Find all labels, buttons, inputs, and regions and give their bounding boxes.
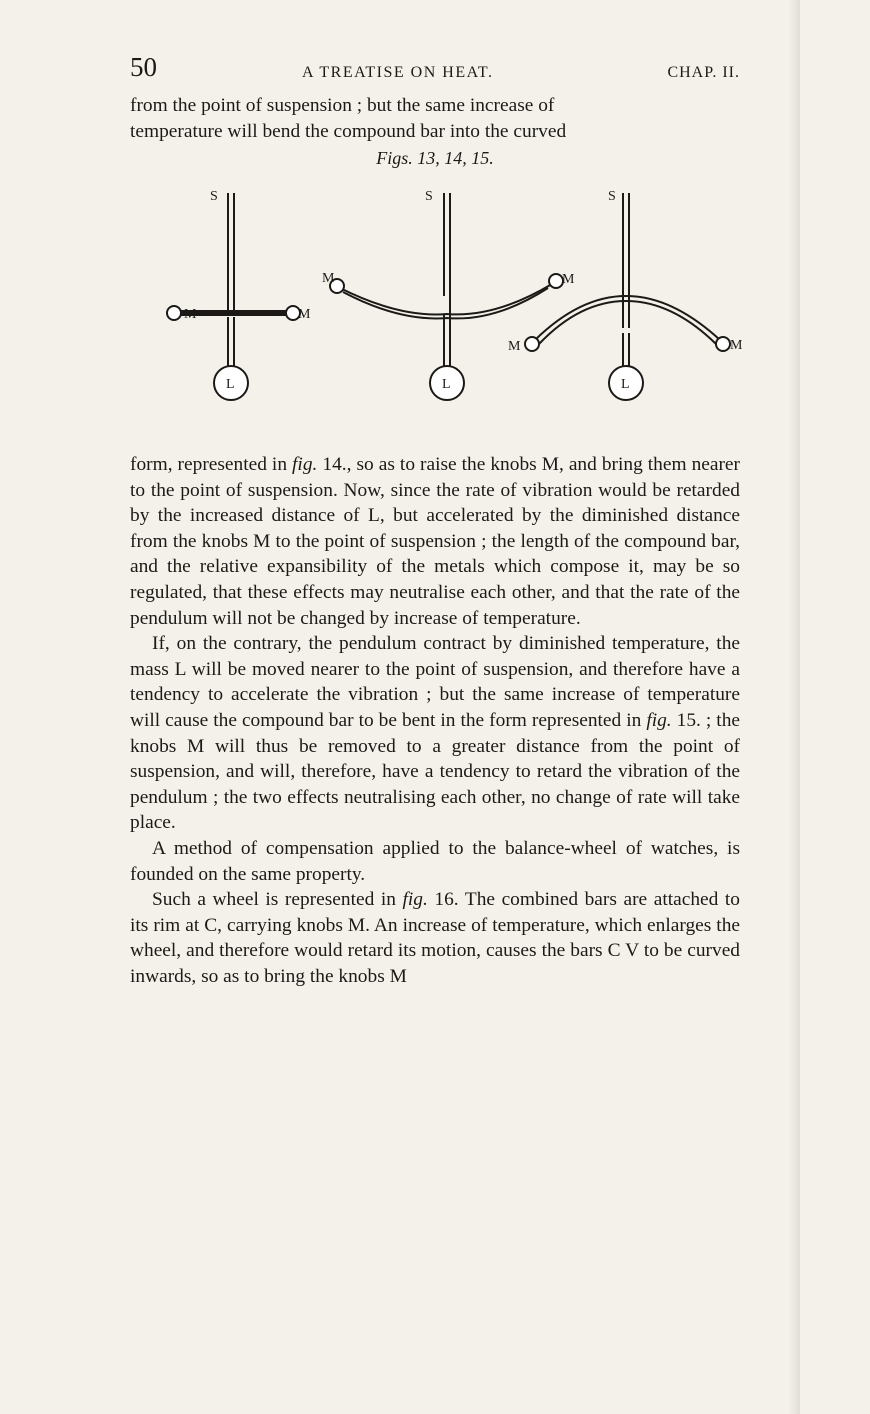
label-m-13a: M xyxy=(184,307,197,322)
paragraph-1 xyxy=(130,452,740,631)
page-number: 50 xyxy=(130,52,157,82)
p4-text-a: Such a wheel is represented in xyxy=(152,889,403,911)
label-m-15a: M xyxy=(508,339,521,354)
figure-15 xyxy=(525,193,730,400)
label-l-15: L xyxy=(621,377,630,392)
p1-text-b: 14., so as to raise the knobs M, and bring them nearer to the point of suspension. Now, since the rate of vibration would be retarded by the increased distance of L, but accelerated by the diminished distance from the knobs M to the point of suspension ; the length of the compound bar, and the relative expansibility of the metals which compose it, may be so regulated, that these effects may neutralise each other, and that the rate of the pendulum will not be changed by increase of temperature. xyxy=(130,454,740,629)
intro-text xyxy=(130,93,740,144)
label-l-14: L xyxy=(442,377,451,392)
knob-left-13 xyxy=(167,306,181,320)
p2-text-b: 15. ; the knobs M will thus be removed to a greater distance from the point of suspension, and will, therefore, have a tendency to retard the vibration of the pendulum ; the two effects neutralising each other, no change of rate will take place. xyxy=(130,709,740,834)
paragraph-4 xyxy=(130,887,740,989)
p2-fig-ref: fig. xyxy=(646,709,672,731)
intro-line-1: from the point of suspension ; but the same increase of xyxy=(130,95,555,116)
figure-caption: Figs. 13, 14, 15. xyxy=(376,148,494,168)
label-l-13: L xyxy=(226,377,235,392)
page-edge-shadow xyxy=(788,0,800,1414)
label-s-15: S xyxy=(608,189,616,204)
p1-text-a: form, represented in xyxy=(130,454,293,475)
label-m-14b: M xyxy=(562,272,575,287)
page-header xyxy=(130,52,740,90)
figure-13 xyxy=(167,193,300,400)
label-s-14: S xyxy=(425,189,433,204)
intro-line-2: temperature will bend the compound bar into the curved xyxy=(130,120,567,142)
pendulum-figures xyxy=(184,168,750,448)
chapter-label: CHAP. II. xyxy=(667,64,740,81)
label-m-14a: M xyxy=(322,271,335,286)
running-title: A TREATISE ON HEAT. xyxy=(302,64,494,81)
knob-right-14 xyxy=(549,274,563,288)
p4-text-b: 16. The combined bars are attached to its rim at C, carrying knobs M. An increase of temperature, which enlarges the wheel, and therefore would retard its motion, causes the bars C V to be curved inwards, so as to bring the knobs M xyxy=(130,889,740,987)
paragraph-2 xyxy=(130,631,740,836)
paragraph-3: A method of compensation applied to the balance-wheel of watches, is founded on the same property. xyxy=(130,837,740,885)
label-s-13: S xyxy=(210,189,218,204)
p2-text-a: If, on the contrary, the pendulum contract by diminished temperature, the mass L will be moved nearer to the point of suspension, and therefore have a tendency to accelerate the vibration ; but the same increase of temperature will cause the compound bar to be bent in the form represented in xyxy=(130,633,740,731)
label-m-15b: M xyxy=(730,338,743,353)
figure-14 xyxy=(330,193,563,400)
knob-left-15 xyxy=(525,337,539,351)
label-m-13b: M xyxy=(298,307,311,322)
p1-fig-ref: fig. xyxy=(292,454,318,475)
knob-right-15 xyxy=(716,337,730,351)
p4-fig-ref: fig. xyxy=(402,889,428,911)
body-text xyxy=(130,452,740,989)
